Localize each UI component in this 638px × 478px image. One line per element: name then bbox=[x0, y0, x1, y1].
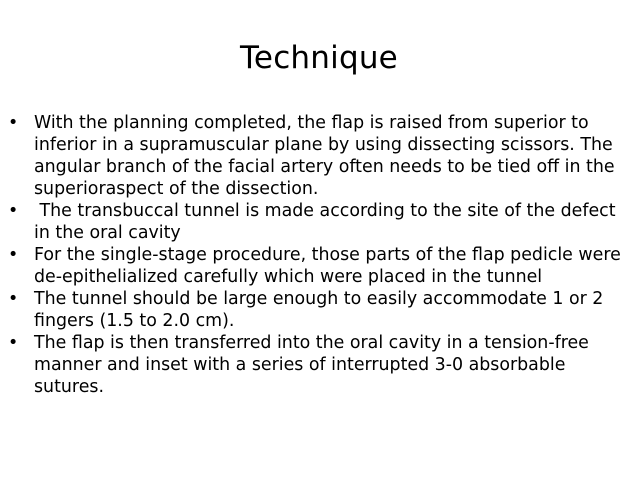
bullet-text: The flap is then transferred into the oral cavity in a tension-free manner and inset with a series of interrupted 3-0 absorbable sutures. bbox=[34, 333, 589, 397]
slide-title: Technique bbox=[240, 40, 398, 76]
bullet-dot-icon: • bbox=[8, 245, 19, 265]
bullet-text: For the single-stage procedure, those parts of the flap pedicle were de-epithelialized carefully which were placed in the tunnel bbox=[34, 245, 621, 287]
bullet-item bbox=[8, 288, 628, 332]
bullet-item bbox=[8, 332, 628, 398]
bullet-dot-icon: • bbox=[8, 113, 19, 133]
bullet-dot-icon: • bbox=[8, 333, 19, 353]
bullet-item bbox=[8, 244, 628, 288]
bullet-text: The transbuccal tunnel is made according to the site of the defect in the oral cavity bbox=[34, 201, 622, 243]
bullet-dot-icon: • bbox=[8, 201, 19, 221]
bullet-text: With the planning completed, the flap is raised from superior to inferior in a supramuscular plane by using dissecting scissors. The angular branch of the facial artery often needs to be tied off in the superioraspect of the dissection. bbox=[34, 113, 615, 199]
bullet-item bbox=[8, 200, 628, 244]
bullet-item bbox=[8, 112, 628, 200]
bullet-dot-icon: • bbox=[8, 289, 19, 309]
bullet-text: The tunnel should be large enough to easily accommodate 1 or 2 fingers (1.5 to 2.0 cm). bbox=[34, 289, 604, 331]
bullet-list bbox=[8, 112, 628, 398]
